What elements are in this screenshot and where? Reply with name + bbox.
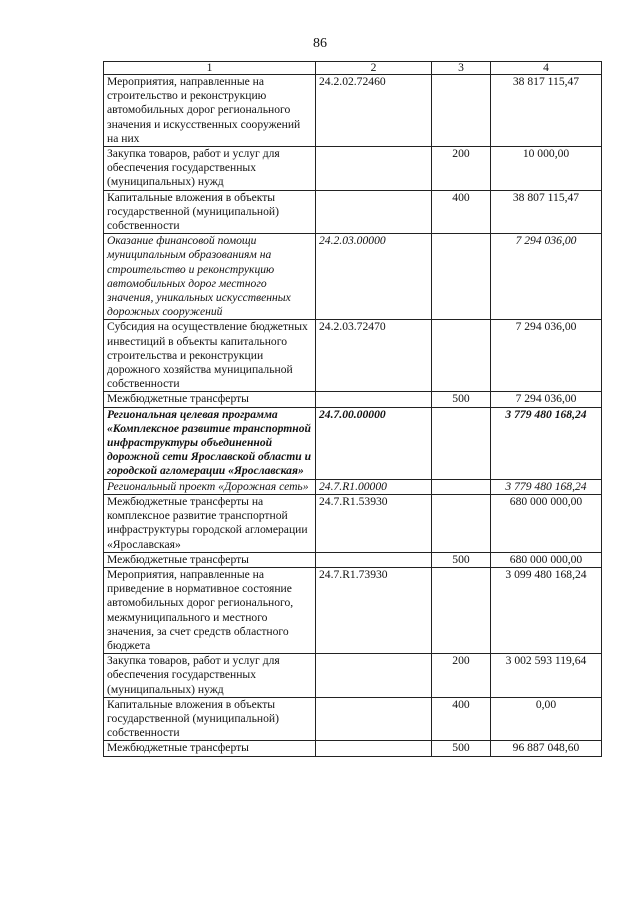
table-row — [104, 320, 602, 392]
row-amount-cell: 7 294 036,00 — [491, 392, 602, 407]
row-amount-cell: 3 779 480 168,24 — [491, 479, 602, 494]
row-amount-cell: 0,00 — [491, 697, 602, 741]
row-amount-cell: 3 002 593 119,64 — [491, 654, 602, 698]
row-expense-type-cell: 500 — [432, 392, 491, 407]
row-expense-type-cell — [432, 494, 491, 552]
row-code-cell — [316, 697, 432, 741]
row-expense-type-cell — [432, 234, 491, 320]
row-code-cell — [316, 741, 432, 756]
row-code-cell: 24.2.03.72470 — [316, 320, 432, 392]
table-row — [104, 407, 602, 479]
table-row — [104, 234, 602, 320]
row-expense-type-cell: 400 — [432, 697, 491, 741]
row-code-cell: 24.7.R1.00000 — [316, 479, 432, 494]
row-expense-type-cell — [432, 320, 491, 392]
row-expense-type-cell — [432, 567, 491, 653]
row-name-cell: Мероприятия, направленные на строительство и реконструкцию автомобильных дорог регионального значения и искусственных сооружений на них — [104, 75, 316, 147]
row-expense-type-cell: 400 — [432, 190, 491, 234]
row-name-cell: Мероприятия, направленные на приведение в нормативное состояние автомобильных дорог регионального, межмуниципального и местного значения, за счет средств областного бюджета — [104, 567, 316, 653]
table-body — [104, 75, 602, 757]
row-name-cell: Субсидия на осуществление бюджетных инвестиций в объекты капитального строительства и реконструкции дорожного хозяйства муниципальной собственности — [104, 320, 316, 392]
table-header — [104, 62, 602, 75]
row-amount-cell: 680 000 000,00 — [491, 552, 602, 567]
header-col-2: 2 — [316, 62, 432, 75]
row-name-cell: Закупка товаров, работ и услуг для обеспечения государственных (муниципальных) нужд — [104, 654, 316, 698]
row-name-cell: Капитальные вложения в объекты государственной (муниципальной) собственности — [104, 697, 316, 741]
row-code-cell — [316, 147, 432, 191]
row-amount-cell: 3 099 480 168,24 — [491, 567, 602, 653]
header-col-3: 3 — [432, 62, 491, 75]
row-expense-type-cell: 500 — [432, 741, 491, 756]
header-row — [104, 62, 602, 75]
row-name-cell: Региональная целевая программа «Комплексное развитие транспортной инфраструктуры объединенной дорожной сети Ярославской области и городской агломерации «Ярославская» — [104, 407, 316, 479]
table-row — [104, 552, 602, 567]
table-row — [104, 567, 602, 653]
row-expense-type-cell: 500 — [432, 552, 491, 567]
table-row — [104, 190, 602, 234]
row-code-cell: 24.2.03.00000 — [316, 234, 432, 320]
row-code-cell: 24.2.02.72460 — [316, 75, 432, 147]
row-name-cell: Межбюджетные трансферты — [104, 552, 316, 567]
row-expense-type-cell: 200 — [432, 654, 491, 698]
table-row — [104, 147, 602, 191]
row-code-cell — [316, 654, 432, 698]
row-expense-type-cell — [432, 407, 491, 479]
header-col-4: 4 — [491, 62, 602, 75]
row-expense-type-cell — [432, 479, 491, 494]
row-amount-cell: 680 000 000,00 — [491, 494, 602, 552]
row-code-cell: 24.7.R1.73930 — [316, 567, 432, 653]
row-name-cell: Межбюджетные трансферты — [104, 392, 316, 407]
table-row — [104, 392, 602, 407]
row-amount-cell: 10 000,00 — [491, 147, 602, 191]
table-row — [104, 494, 602, 552]
row-amount-cell: 96 887 048,60 — [491, 741, 602, 756]
row-code-cell — [316, 190, 432, 234]
row-amount-cell: 7 294 036,00 — [491, 234, 602, 320]
row-code-cell: 24.7.R1.53930 — [316, 494, 432, 552]
table-row — [104, 479, 602, 494]
row-code-cell: 24.7.00.00000 — [316, 407, 432, 479]
table-row — [104, 697, 602, 741]
row-code-cell — [316, 552, 432, 567]
row-name-cell: Межбюджетные трансферты — [104, 741, 316, 756]
page-number: 86 — [313, 36, 327, 51]
row-amount-cell: 38 817 115,47 — [491, 75, 602, 147]
row-name-cell: Капитальные вложения в объекты государственной (муниципальной) собственности — [104, 190, 316, 234]
row-expense-type-cell: 200 — [432, 147, 491, 191]
row-amount-cell: 38 807 115,47 — [491, 190, 602, 234]
row-code-cell — [316, 392, 432, 407]
row-name-cell: Оказание финансовой помощи муниципальным образованиям на строительство и реконструкцию автомобильных дорог местного значения, уникальных искусственных дорожных сооружений — [104, 234, 316, 320]
budget-table — [103, 61, 602, 757]
row-name-cell: Межбюджетные трансферты на комплексное развитие транспортной инфраструктуры городской агломерации «Ярославская» — [104, 494, 316, 552]
row-name-cell: Региональный проект «Дорожная сеть» — [104, 479, 316, 494]
row-amount-cell: 3 779 480 168,24 — [491, 407, 602, 479]
row-name-cell: Закупка товаров, работ и услуг для обеспечения государственных (муниципальных) нужд — [104, 147, 316, 191]
table-row — [104, 75, 602, 147]
row-expense-type-cell — [432, 75, 491, 147]
header-col-1: 1 — [104, 62, 316, 75]
table-row — [104, 654, 602, 698]
table-row — [104, 741, 602, 756]
row-amount-cell: 7 294 036,00 — [491, 320, 602, 392]
